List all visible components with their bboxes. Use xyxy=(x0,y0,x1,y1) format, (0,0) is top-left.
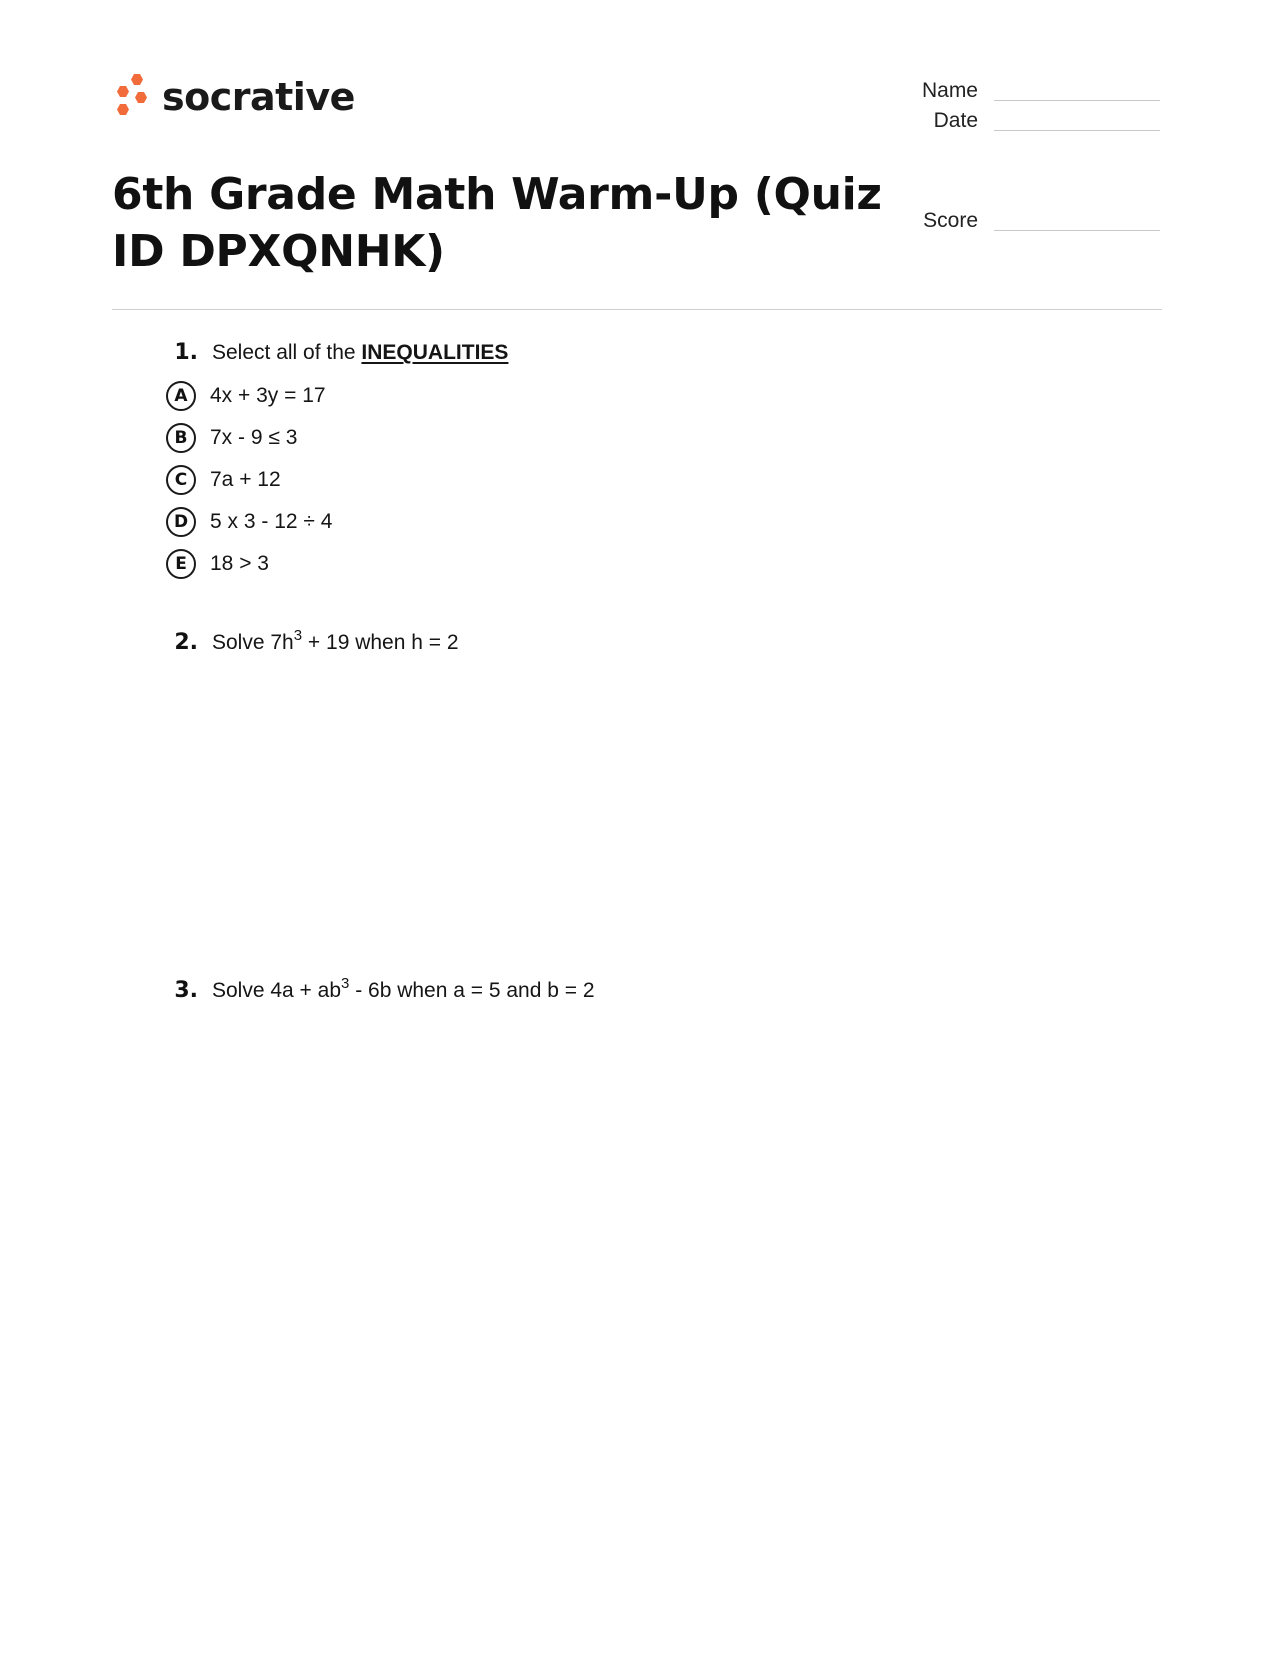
option-e[interactable] xyxy=(166,543,1064,585)
question-2-header xyxy=(164,627,1064,655)
question-text xyxy=(212,341,508,365)
option-text: 18 > 3 xyxy=(210,552,269,575)
option-text: 4x + 3y = 17 xyxy=(210,384,326,407)
option-letter-circle[interactable]: A xyxy=(166,381,196,411)
question-number: 2. xyxy=(174,630,198,655)
question-text xyxy=(212,627,459,655)
option-a[interactable] xyxy=(166,375,1064,417)
question-text-after: + 19 when h = 2 xyxy=(302,631,459,654)
brand-name: socrative xyxy=(162,75,355,119)
question-text-prefix: Select all of the xyxy=(212,341,362,364)
hexagon-cluster-icon xyxy=(112,72,150,122)
exponent: 3 xyxy=(293,627,303,644)
date-line[interactable] xyxy=(994,129,1160,131)
option-c[interactable] xyxy=(166,459,1064,501)
question-number: 1. xyxy=(174,340,198,365)
question-1 xyxy=(164,340,1064,585)
question-number: 3. xyxy=(174,978,198,1003)
score-field[interactable] xyxy=(878,210,1160,231)
score-line[interactable] xyxy=(994,229,1160,231)
name-field[interactable] xyxy=(878,80,1160,101)
question-1-header xyxy=(164,340,1064,365)
question-3-header xyxy=(164,975,1064,1003)
answer-options xyxy=(164,375,1064,585)
option-text: 5 x 3 - 12 ÷ 4 xyxy=(210,510,333,533)
name-label: Name xyxy=(921,79,978,102)
question-text-before: Solve 7h xyxy=(212,631,294,654)
option-text: 7a + 12 xyxy=(210,468,281,491)
page-title: 6th Grade Math Warm-Up (Quiz ID DPXQNHK) xyxy=(112,169,882,277)
question-3 xyxy=(164,975,1064,1003)
option-letter-circle[interactable]: C xyxy=(166,465,196,495)
date-field[interactable] xyxy=(878,110,1160,131)
name-line[interactable] xyxy=(994,99,1160,101)
option-letter-circle[interactable]: D xyxy=(166,507,196,537)
question-text-before: Solve 4a + ab xyxy=(212,979,342,1002)
question-2 xyxy=(164,627,1064,655)
socrative-logo xyxy=(112,72,355,122)
score-label: Score xyxy=(923,209,978,232)
option-letter-circle[interactable]: B xyxy=(166,423,196,453)
question-text xyxy=(212,975,595,1003)
question-text-after: - 6b when a = 5 and b = 2 xyxy=(349,979,595,1002)
header-divider xyxy=(112,309,1162,310)
option-b[interactable] xyxy=(166,417,1064,459)
option-text: 7x - 9 ≤ 3 xyxy=(210,426,298,449)
question-text-emphasis: INEQUALITIES xyxy=(361,341,509,364)
option-letter-circle[interactable]: E xyxy=(166,549,196,579)
option-d[interactable] xyxy=(166,501,1064,543)
exponent: 3 xyxy=(341,975,350,992)
date-label: Date xyxy=(933,109,978,132)
